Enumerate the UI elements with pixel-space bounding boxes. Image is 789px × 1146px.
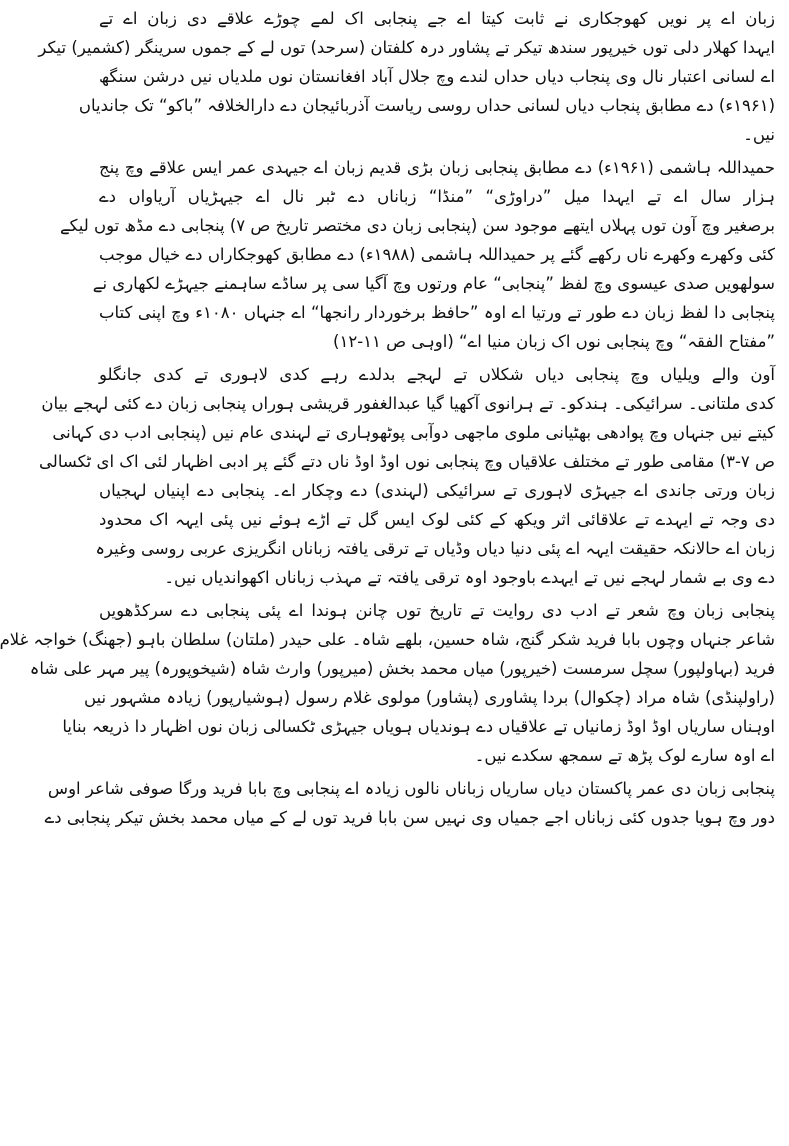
text-line: نیں۔ <box>743 125 775 144</box>
text-line: کئی وکھرے وکھرے ناں رکھے گئے پر حمیداللہ ہاشمی (۱۹۸۸ء) دے مطابق کھوجکاراں دے خیال موجب <box>99 245 775 264</box>
text-line: (راولپنڈی) شاہ مراد (چکوال) بردا پشاوری (پشاور) مولوی غلام رسول (ہوشیارپور) زیادہ مشہور نیں <box>83 688 775 707</box>
text-line: ہزار سال اے تے ایہدا میل ”دراوڑی“ ”منڈا“ زباناں دے ٹبر نال اے جیہڑیاں آریاواں دے <box>99 187 775 206</box>
text-line: زبان اے حالانکہ حقیقت ایہہ اے پئی دنیا دیاں وڈیاں تے ترقی یافتہ زباناں انگریزی عربی روسی وغیرہ <box>95 539 775 558</box>
text-line: حمیداللہ ہاشمی (۱۹۶۱ء) دے مطابق پنجابی زبان بڑی قدیم زبان اے جیہدی عمر ایس علاقے وچ پنج <box>99 158 775 177</box>
paragraph-4 <box>0 596 775 770</box>
text-line: اے لسانی اعتبار نال وی پنجاب دیاں حداں لندے وچ جلال آباد افغانستان نوں ملدیاں نیں درشن سنگھ <box>99 67 775 86</box>
paragraph-5 <box>44 774 775 832</box>
text-line: شاعر جنہاں وچوں بابا فرید شکر گنج، شاہ حسین، بلھے شاہ۔ علی حیدر (ملتان) سلطان باہو (جھنگ) خواجہ غلام <box>0 630 775 649</box>
text-line: اے اوہ سارے لوک پڑھ تے سمجھ سکدے نیں۔ <box>474 746 775 765</box>
text-line: پنجابی دا لفظ زبان دے طور تے ورتیا اے اوہ ”حافظ برخوردار رانجھا“ اے جنہاں ۱۰۸۰ء وچ اپنی کتاب <box>99 303 775 322</box>
text-line: ص ۷-۳) مقامی طور تے مختلف علاقیاں وچ پنجابی نوں اوڈ اوڈ ناں دتے گئے پر ادبی اظہار لئی اک ای ٹکسالی <box>39 452 775 471</box>
text-line: دے وی بے شمار لہجے نیں تے ایہدے باوجود اوہ ترقی یافتہ تے مہذب زباناں اکھواندیاں نیں۔ <box>164 568 775 587</box>
text-line: کیتے نیں جنہاں وچ پوادھی بھٹیانی ملوی ماجھی دوآبی پوٹھوہاری تے لہندی عام نیں (پنجابی ادب دی کہانی <box>52 423 775 442</box>
text-line: اوہناں ساریاں اوڈ اوڈ زمانیاں تے علاقیاں دے ہوندیاں ہویاں جیہڑی ٹکسالی زبان نوں اظہار دا ذریعہ بنایا <box>62 717 775 736</box>
text-line: پنجابی زبان وچ شعر تے ادب دی روایت تے تاریخ توں چانن ہوندا اے پئی پنجابی دے سرکڈھویں <box>99 601 775 620</box>
text-line: پنجابی زبان دی عمر پاکستان دیاں ساریاں زباناں نالوں زیادہ اے پنجابی وچ بابا فرید ورگا صوفی شاعر اوس <box>47 779 775 798</box>
text-line: سولھویں صدی عیسوی وچ لفظ ”پنجابی“ عام ورتوں وچ آگیا سی پر ساڈے ساہمنے جیہڑے لکھاری نے <box>92 274 775 293</box>
paragraph-3 <box>39 360 775 592</box>
text-line: زبان ورتی جاندی اے جیہڑی لاہوری تے سرائیکی (لہندی) دے وچکار اے۔ پنجابی دے اپنیاں لہجیاں <box>99 481 775 500</box>
text-line: دی وجہ تے ایہدے تے علاقائی اثر ویکھ کے کئی لوک ایس گل تے اڑے ہوئے نیں پئی ایہہ اک محدود <box>99 510 775 529</box>
text-line: دور وچ ہویا جدوں کئی زباناں اجے جمیاں وی نہیں سن بابا فرید توں لے کے میاں محمد بخش تیکر پنجابی دے <box>44 808 775 827</box>
text-line: کدی ملتانی۔ سرائیکی۔ ہندکو۔ تے ہرانوی آکھیا گیا عبدالغفور قریشی ہوراں پنجابی زبان دے کئی لہجے بیان <box>41 394 775 413</box>
text-line: فرید (بہاولپور) سچل سرمست (خیرپور) میاں محمد بخش (میرپور) وارث شاہ (شیخوپورہ) پیر مہر علی شاہ <box>29 659 775 678</box>
text-line: ”مفتاح الفقہ“ وچ پنجابی نوں اک زبان منیا اے“ (اوہی ص ۱۱-۱۲) <box>333 332 775 351</box>
text-line: ایہدا کھلار دلی توں خیرپور سندھ تیکر تے پشاور درہ کلفتان (سرحد) توں لے کے جموں سرینگر (کشمیر) تیکر <box>38 38 775 57</box>
paragraph-2 <box>59 153 775 356</box>
text-line: آون والے ویلیاں وچ پنجابی دیاں شکلاں تے لہجے بدلدے رہے کدی لاہوری تے کدی جانگلو <box>99 365 775 384</box>
text-line: (۱۹۶۱ء) دے مطابق پنجاب دیاں لسانی حداں روسی ریاست آذربائیجان دے دارالخلافہ ”باکو“ تک جاندیاں <box>78 96 775 115</box>
text-line: زبان اے پر نویں کھوجکاری نے ثابت کیتا اے جے پنجابی اک لمے چوڑے علاقے دی زبان اے تے <box>99 9 775 28</box>
paragraph-1 <box>38 4 775 149</box>
text-line: برصغیر وچ آون توں پہلاں ایتھے موجود سن (پنجابی زبان دی مختصر تاریخ ص ۷) پنجابی دے مڈھ توں لیکے <box>59 216 775 235</box>
